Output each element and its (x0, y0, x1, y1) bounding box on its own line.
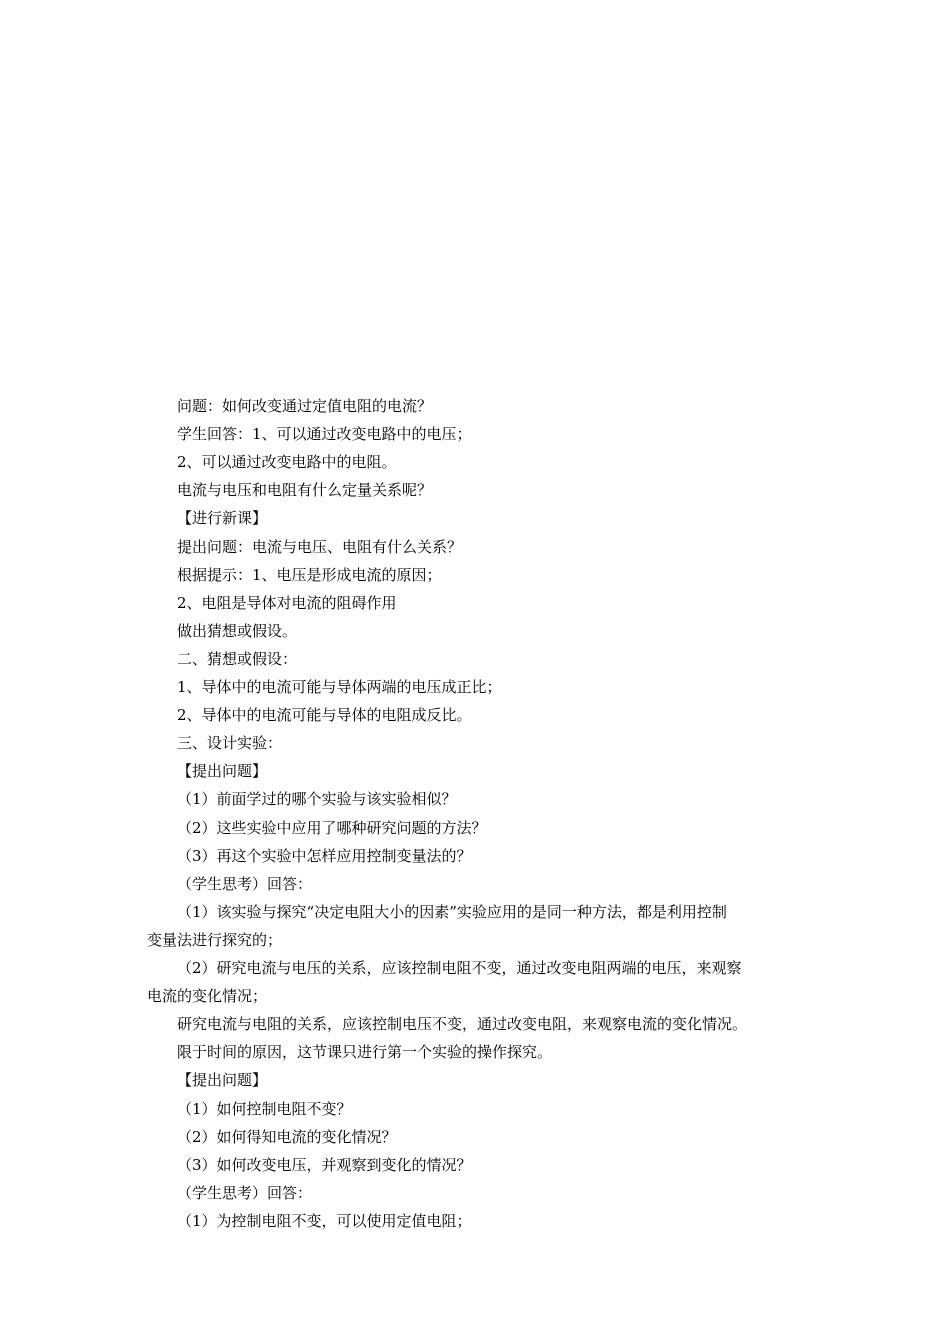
text-line: 电流的变化情况； (147, 987, 268, 1006)
text-line: 二、猜想或假设： (177, 649, 298, 668)
text-line: （1）如何控制电阻不变？ (177, 1099, 352, 1118)
text-line: 2、导体中的电流可能与导体的电阻成反比。 (177, 706, 472, 725)
text-line: （2）如何得知电流的变化情况？ (177, 1127, 397, 1146)
text-line: 研究电流与电阻的关系，应该控制电压不变，通过改变电阻，来观察电流的变化情况。 (177, 1015, 748, 1034)
text-line: 【提出问题】 (177, 762, 268, 781)
text-line: （1）前面学过的哪个实验与该实验相似？ (177, 790, 457, 809)
text-line: 【进行新课】 (177, 509, 268, 528)
text-line: 做出猜想或假设。 (177, 621, 298, 640)
text-line: 【提出问题】 (177, 1071, 268, 1090)
text-line: 变量法进行探究的； (147, 930, 283, 949)
text-line: 根据提示：1、电压是形成电流的原因； (177, 565, 442, 584)
text-line: 1、导体中的电流可能与导体两端的电压成正比； (177, 678, 502, 696)
text-line: （2）这些实验中应用了哪种研究问题的方法？ (177, 818, 487, 837)
text-line: 限于时间的原因，这节课只进行第一个实验的操作探究。 (177, 1043, 553, 1062)
text-line: （3）如何改变电压，并观察到变化的情况？ (177, 1155, 472, 1174)
text-line: 2、电阻是导体对电流的阻碍作用 (177, 593, 397, 612)
text-line: 电流与电压和电阻有什么定量关系呢？ (177, 481, 433, 500)
text-line: 三、设计实验： (177, 734, 283, 753)
text-line: （3）再这个实验中怎样应用控制变量法的？ (177, 846, 472, 865)
text-line: 问题：如何改变通过定值电阻的电流？ (177, 397, 433, 415)
text-line: （1）为控制电阻不变，可以使用定值电阻； (177, 1211, 472, 1230)
text-line: （2）研究电流与电压的关系，应该控制电阻不变，通过改变电阻两端的电压，来观察 (177, 959, 742, 977)
text-line: （学生思考）回答： (177, 1183, 313, 1202)
text-line: （学生思考）回答： (177, 874, 313, 893)
text-line: 学生回答：1、可以通过改变电路中的电压； (177, 425, 472, 444)
text-line: 提出问题：电流与电压、电阻有什么关系？ (177, 537, 463, 556)
text-line: （1）该实验与探究“决定电阻大小的因素”实验应用的是同一种方法，都是利用控制 (177, 902, 727, 921)
text-line: 2、可以通过改变电路中的电阻。 (177, 453, 397, 472)
